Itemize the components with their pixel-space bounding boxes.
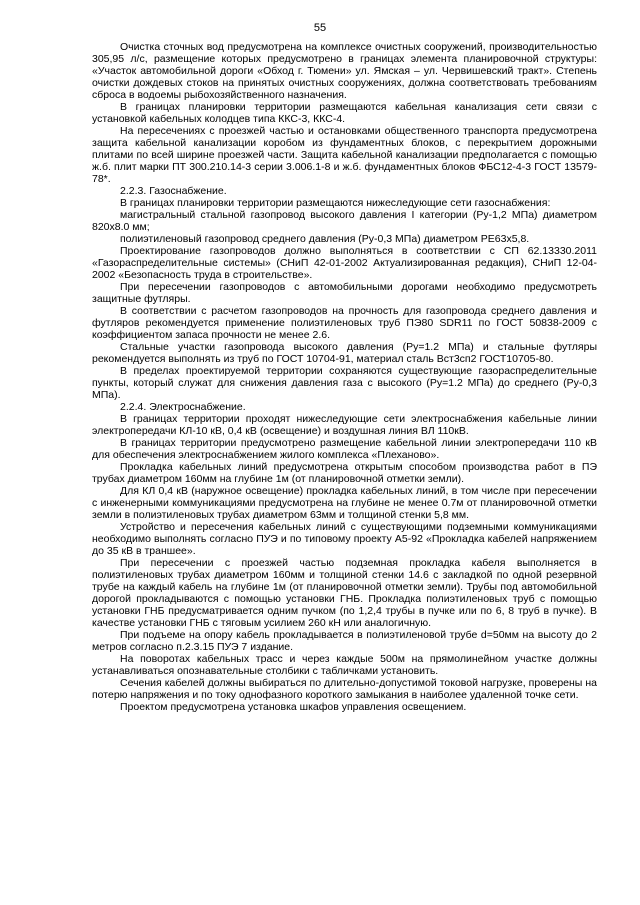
paragraph-gas-main: магистральный стальной газопровод высокого давления I категории (Ру-1,2 МПа) диаметром 820х8.0 мм; — [92, 209, 597, 233]
paragraph-road-crossing: При пересечении с проезжей частью подземная прокладка кабеля выполняется в полиэтиленовых трубах диаметром 160мм и толщиной стенки 14.6 с закладкой по одной резервной трубе на каждый кабель на глубине 1м (от планировочной отметки земли). Трубы под автомобильной дорогой прокладываются с помощью установки ГНБ. Прокладка полиэтиленовых труб с помощью установки ГНБ предусматривается одним пучком (по 1,2,4 трубы в пучке или по 6, 8 труб в пучке). В качестве установки ГНБ с тяговым усилием 260 кН или аналогичную. — [92, 557, 597, 629]
paragraph-gas-steel: Стальные участки газопровода высокого давления (Ру=1.2 МПа) и стальные футляры рекомендуется выполнять из труб по ГОСТ 10704-91, материал сталь Вст3сп2 ГОСТ10705-80. — [92, 341, 597, 365]
paragraph-crossing-protection: На пересечениях с проезжей частью и остановками общественного транспорта предусмотрена защита кабельной канализации коробом из фундаментных блоков, с перекрытием дорожными плитами по всей ширине проезжей части. Защита кабельной канализации предполагается с помощью ж.б. плит марки ПТ 300.210.14-3 серии 3.006.1-8 и ж.б. фундаментных блоков ФБС12-4-3 ГОСТ 13579-78*. — [92, 125, 597, 185]
paragraph-power-networks: В границах территории проходят нижеследующие сети электроснабжения кабельные линии электропередачи КЛ-10 кВ, 0,4 кВ (освещение) и воздушная линия ВЛ 110кВ. — [92, 413, 597, 437]
section-heading-power: 2.2.4. Электроснабжение. — [120, 401, 246, 413]
paragraph-gas-points: В пределах проектируемой территории сохраняются существующие газораспределительные пункты, который служат для снижения давления газа с высокого (Ру=1.2 МПа) до среднего (Ру-0,3 МПа). — [92, 365, 597, 401]
paragraph-lighting-cabinets: Проектом предусмотрена установка шкафов управления освещением. — [120, 701, 467, 713]
section-heading-gas: 2.2.3. Газоснабжение. — [120, 185, 227, 197]
paragraph-gas-cases: При пересечении газопроводов с автомобильными дорогами необходимо предусмотреть защитные футляры. — [92, 281, 597, 305]
paragraph-pole-rise: При подъеме на опору кабель прокладывается в полиэтиленовой трубе d=50мм на высоту до 2 метров согласно п.2.3.15 ПУЭ 7 издание. — [92, 629, 597, 653]
paragraph-cable-laying: Прокладка кабельных линий предусмотрена открытым способом производства работ в ПЭ трубах диаметром 160мм на глубине 1м (от планировочной отметки земли). — [92, 461, 597, 485]
paragraph-power-110kv: В границах территории предусмотрено размещение кабельной линии электропередачи 110 кВ для обеспечения электроснабжением жилого комплекса «Плеханово». — [92, 437, 597, 461]
document-body — [92, 41, 597, 713]
paragraph-gas-pe: полиэтиленовый газопровод среднего давления (Ру-0,3 МПа) диаметром PE63х5,8. — [120, 233, 530, 245]
paragraph-lighting-cables: Для КЛ 0,4 кВ (наружное освещение) прокладка кабельных линий, в том числе при пересечении с инженерными коммуникациями предусмотрена на глубине не менее 0.7м от планировочной отметки земли в полиэтиленовых трубах диаметром 63мм и толщиной стенки 5,8 мм. — [92, 485, 597, 521]
page-number: 55 — [313, 22, 327, 34]
paragraph-cable-sections: Сечения кабелей должны выбираться по длительно-допустимой токовой нагрузке, проверены на потерю напряжения и по току однофазного короткого замыкания в наиболее удаленной точке сети. — [92, 677, 597, 701]
paragraph-markers: На поворотах кабельных трасс и через каждые 500м на прямолинейном участке должны устанавливаться опознавательные столбики с табличками установить. — [92, 653, 597, 677]
paragraph-gas-networks: В границах планировки территории размещаются нижеследующие сети газоснабжения: — [120, 197, 551, 209]
paragraph-cable-crossings: Устройство и пересечения кабельных линий с существующими подземными коммуникациями необходимо выполнять согласно ПУЭ и по типовому проекту А5-92 «Прокладка кабелей напряжением до 35 кВ в траншее». — [92, 521, 597, 557]
paragraph-cable-ducts: В границах планировки территории размещаются кабельная канализация сети связи с установкой кабельных колодцев типа ККС-3, ККС-4. — [92, 101, 597, 125]
paragraph-gas-strength: В соответствии с расчетом газопроводов на прочность для газопровода среднего давления и футляров рекомендуется применение полиэтиленовых труб ПЭ80 SDR11 по ГОСТ 50838-2009 с коэффициентом запаса прочности не менее 2.6. — [92, 305, 597, 341]
paragraph-gas-design: Проектирование газопроводов должно выполняться в соответствии с СП 62.13330.2011 «Газораспределительные системы» (СНиП 42-01-2002 Актуализированная редакция), СНиП 12-04-2002 «Безопасность труда в строительстве». — [92, 245, 597, 281]
paragraph-wastewater: Очистка сточных вод предусмотрена на комплексе очистных сооружений, производительностью 305,95 л/с, размещение которых предусмотрено в границах элемента планировочной структуры: «Участок автомобильной дороги «Обход г. Тюмени» ул. Ямская – ул. Червишевский тракт». Степень очистки дождевых стоков на принятых очистных сооружениях, должна соответствовать требованиям сброса в водоемы рыбохозяйственного назначения. — [92, 41, 597, 101]
